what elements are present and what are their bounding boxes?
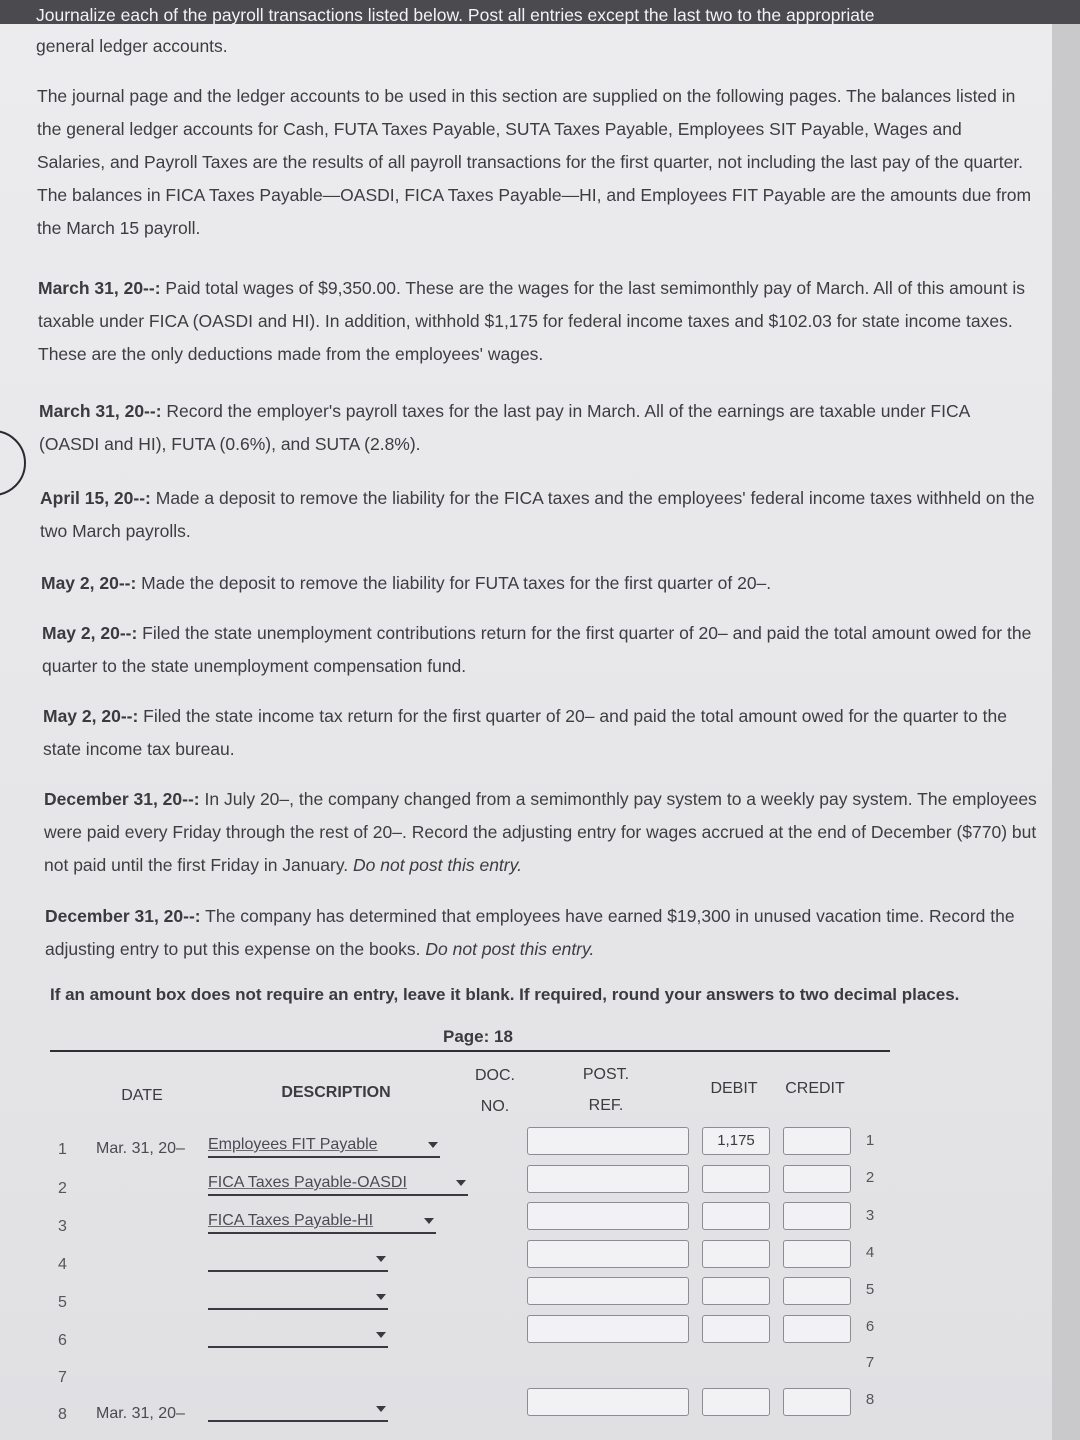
header-post-2: REF.: [588, 1097, 624, 1114]
row-number-right: 2: [865, 1169, 875, 1186]
row-number-right: 5: [865, 1281, 875, 1298]
header-doc-1: DOC.: [475, 1067, 515, 1084]
account-select[interactable]: [208, 1210, 436, 1234]
header-credit: CREDIT: [785, 1080, 845, 1097]
instructions-line-2: general ledger accounts.: [36, 36, 228, 56]
transaction-date: March 31, 20--:: [39, 401, 162, 421]
chevron-down-icon: [424, 1218, 434, 1224]
credit-input[interactable]: [783, 1202, 851, 1230]
intro-paragraph: The journal page and the ledger accounts to be used in this section are supplied on the following pages. The balances listed in the general ledger accounts for Cash, FUTA Taxes Payable, SUTA Taxes Payable, Employees SIT Payable, Wages and Salaries, and Payroll Taxes are the results of all payroll transactions for the first quarter, not including the last pay of the quarter. The balances in FICA Taxes Payable—OASDI, FICA Taxes Payable—HI, and Employees FIT Payable are the amounts due from the March 15 payroll.: [37, 86, 1032, 238]
debit-input[interactable]: 1,175: [702, 1127, 770, 1155]
transaction-text: In July 20–, the company changed from a semimonthly pay system to a weekly pay system. The employees were paid every Friday through the rest of 20–. Record the adjusting entry for wages accrued at the end of December ($770) but not paid until the first Friday in January.: [44, 789, 1037, 875]
debit-input[interactable]: [702, 1315, 770, 1343]
transaction-text: Filed the state unemployment contributions return for the first quarter of 20– and paid the total amount owed for the quarter to the state unemployment compensation fund.: [42, 623, 1032, 676]
post-ref-input[interactable]: [527, 1202, 689, 1230]
account-select[interactable]: [208, 1248, 388, 1272]
transaction-text: Filed the state income tax return for the first quarter of 20– and paid the total amount owed for the quarter to the state income tax bureau.: [43, 706, 1008, 759]
post-ref-input[interactable]: [527, 1240, 689, 1268]
account-select-value: FICA Taxes Payable-OASDI: [208, 1174, 407, 1191]
row-number: 7: [58, 1369, 67, 1386]
rounding-note: If an amount box does not require an entry, leave it blank. If required, round your answers to two decimal places.: [50, 985, 960, 1004]
account-select-value: FICA Taxes Payable-HI: [208, 1212, 374, 1229]
journal-top-rule: [50, 1050, 890, 1052]
credit-input[interactable]: [783, 1240, 851, 1268]
page-edge: [1052, 0, 1080, 1440]
transaction-date: March 31, 20--:: [38, 278, 161, 298]
transaction-date: December 31, 20--:: [44, 789, 200, 809]
header-date: DATE: [121, 1087, 163, 1104]
transaction-4: [41, 567, 1036, 600]
debit-input[interactable]: [702, 1165, 770, 1193]
row-number: 3: [58, 1218, 67, 1235]
transaction-8: [45, 900, 1040, 966]
header-doc-2: NO.: [480, 1098, 510, 1115]
transaction-text: Paid total wages of $9,350.00. These are the wages for the last semimonthly pay of March. All of this amount is taxable under FICA (OASDI and HI). In addition, withhold $1,175 for federal income taxes and $102.03 for state income taxes. These are the only deductions made from the employees' wages.: [38, 278, 1025, 364]
row-number: 2: [58, 1180, 67, 1197]
row-number: 5: [58, 1294, 67, 1311]
transaction-text: Made the deposit to remove the liability for FUTA taxes for the first quarter of 20–.: [136, 573, 772, 593]
row-number: 6: [58, 1332, 67, 1349]
account-select[interactable]: [208, 1172, 468, 1196]
transaction-text: The company has determined that employees have earned $19,300 in unused vacation time. Record the adjusting entry to put this expense on the books.: [45, 906, 1015, 959]
row-number-right: 6: [865, 1318, 875, 1335]
header-post-1: POST.: [582, 1066, 630, 1083]
transaction-7: [44, 783, 1039, 882]
debit-input[interactable]: [702, 1277, 770, 1305]
row-number: 4: [58, 1256, 67, 1273]
journal-page-label: Page: 18: [443, 1027, 513, 1046]
transaction-date: May 2, 20--:: [42, 623, 138, 643]
chevron-down-icon: [376, 1406, 386, 1412]
debit-input[interactable]: [702, 1240, 770, 1268]
post-ref-input[interactable]: [527, 1277, 689, 1305]
row-number-right: 8: [865, 1391, 875, 1408]
chevron-down-icon: [428, 1142, 438, 1148]
transaction-2: [39, 395, 1034, 461]
transaction-text: Record the employer's payroll taxes for the last pay in March. All of the earnings are taxable under FICA (OASDI and HI), FUTA (0.6%), and SUTA (2.8%).: [39, 401, 970, 454]
transaction-5: [42, 617, 1037, 683]
transaction-text: Made a deposit to remove the liability for the FICA taxes and the employees' federal income taxes withheld on the two March payrolls.: [40, 488, 1035, 541]
row-number-right: 7: [865, 1354, 875, 1371]
transaction-note: Do not post this entry.: [348, 855, 522, 875]
instructions-line-1: Journalize each of the payroll transactions listed below. Post all entries except the last two to the appropriate: [36, 5, 875, 25]
account-select[interactable]: [208, 1134, 440, 1158]
transaction-1: [38, 272, 1033, 371]
post-ref-input[interactable]: [527, 1127, 689, 1155]
chevron-down-icon: [456, 1180, 466, 1186]
transaction-date: December 31, 20--:: [45, 906, 201, 926]
row-number: 1: [58, 1141, 67, 1158]
chevron-down-icon: [376, 1256, 386, 1262]
transaction-date: May 2, 20--:: [43, 706, 139, 726]
transaction-date: May 2, 20--:: [41, 573, 137, 593]
account-select[interactable]: [208, 1286, 388, 1310]
header-debit: DEBIT: [710, 1080, 758, 1097]
transaction-3: [40, 482, 1035, 548]
row-date: Mar. 31, 20–: [96, 1405, 185, 1422]
credit-input[interactable]: [783, 1315, 851, 1343]
post-ref-input[interactable]: [527, 1165, 689, 1193]
header-description: DESCRIPTION: [281, 1084, 391, 1101]
debit-input[interactable]: [702, 1202, 770, 1230]
account-select[interactable]: [208, 1398, 388, 1422]
credit-input[interactable]: [783, 1165, 851, 1193]
credit-input[interactable]: [783, 1388, 851, 1416]
row-number: 8: [58, 1406, 67, 1423]
transaction-note: Do not post this entry.: [420, 939, 595, 959]
row-number-right: 4: [865, 1244, 875, 1261]
chevron-down-icon: [376, 1332, 386, 1338]
row-date: Mar. 31, 20–: [96, 1140, 185, 1157]
account-select[interactable]: [208, 1324, 388, 1348]
chevron-down-icon: [376, 1294, 386, 1300]
credit-input[interactable]: [783, 1277, 851, 1305]
post-ref-input[interactable]: [527, 1315, 689, 1343]
transaction-date: April 15, 20--:: [40, 488, 151, 508]
transaction-6: [43, 700, 1038, 766]
account-select-value: Employees FIT Payable: [208, 1136, 378, 1153]
row-number-right: 1: [865, 1132, 875, 1149]
credit-input[interactable]: [783, 1127, 851, 1155]
debit-input[interactable]: [702, 1388, 770, 1416]
row-number-right: 3: [865, 1207, 875, 1224]
post-ref-input[interactable]: [527, 1388, 689, 1416]
